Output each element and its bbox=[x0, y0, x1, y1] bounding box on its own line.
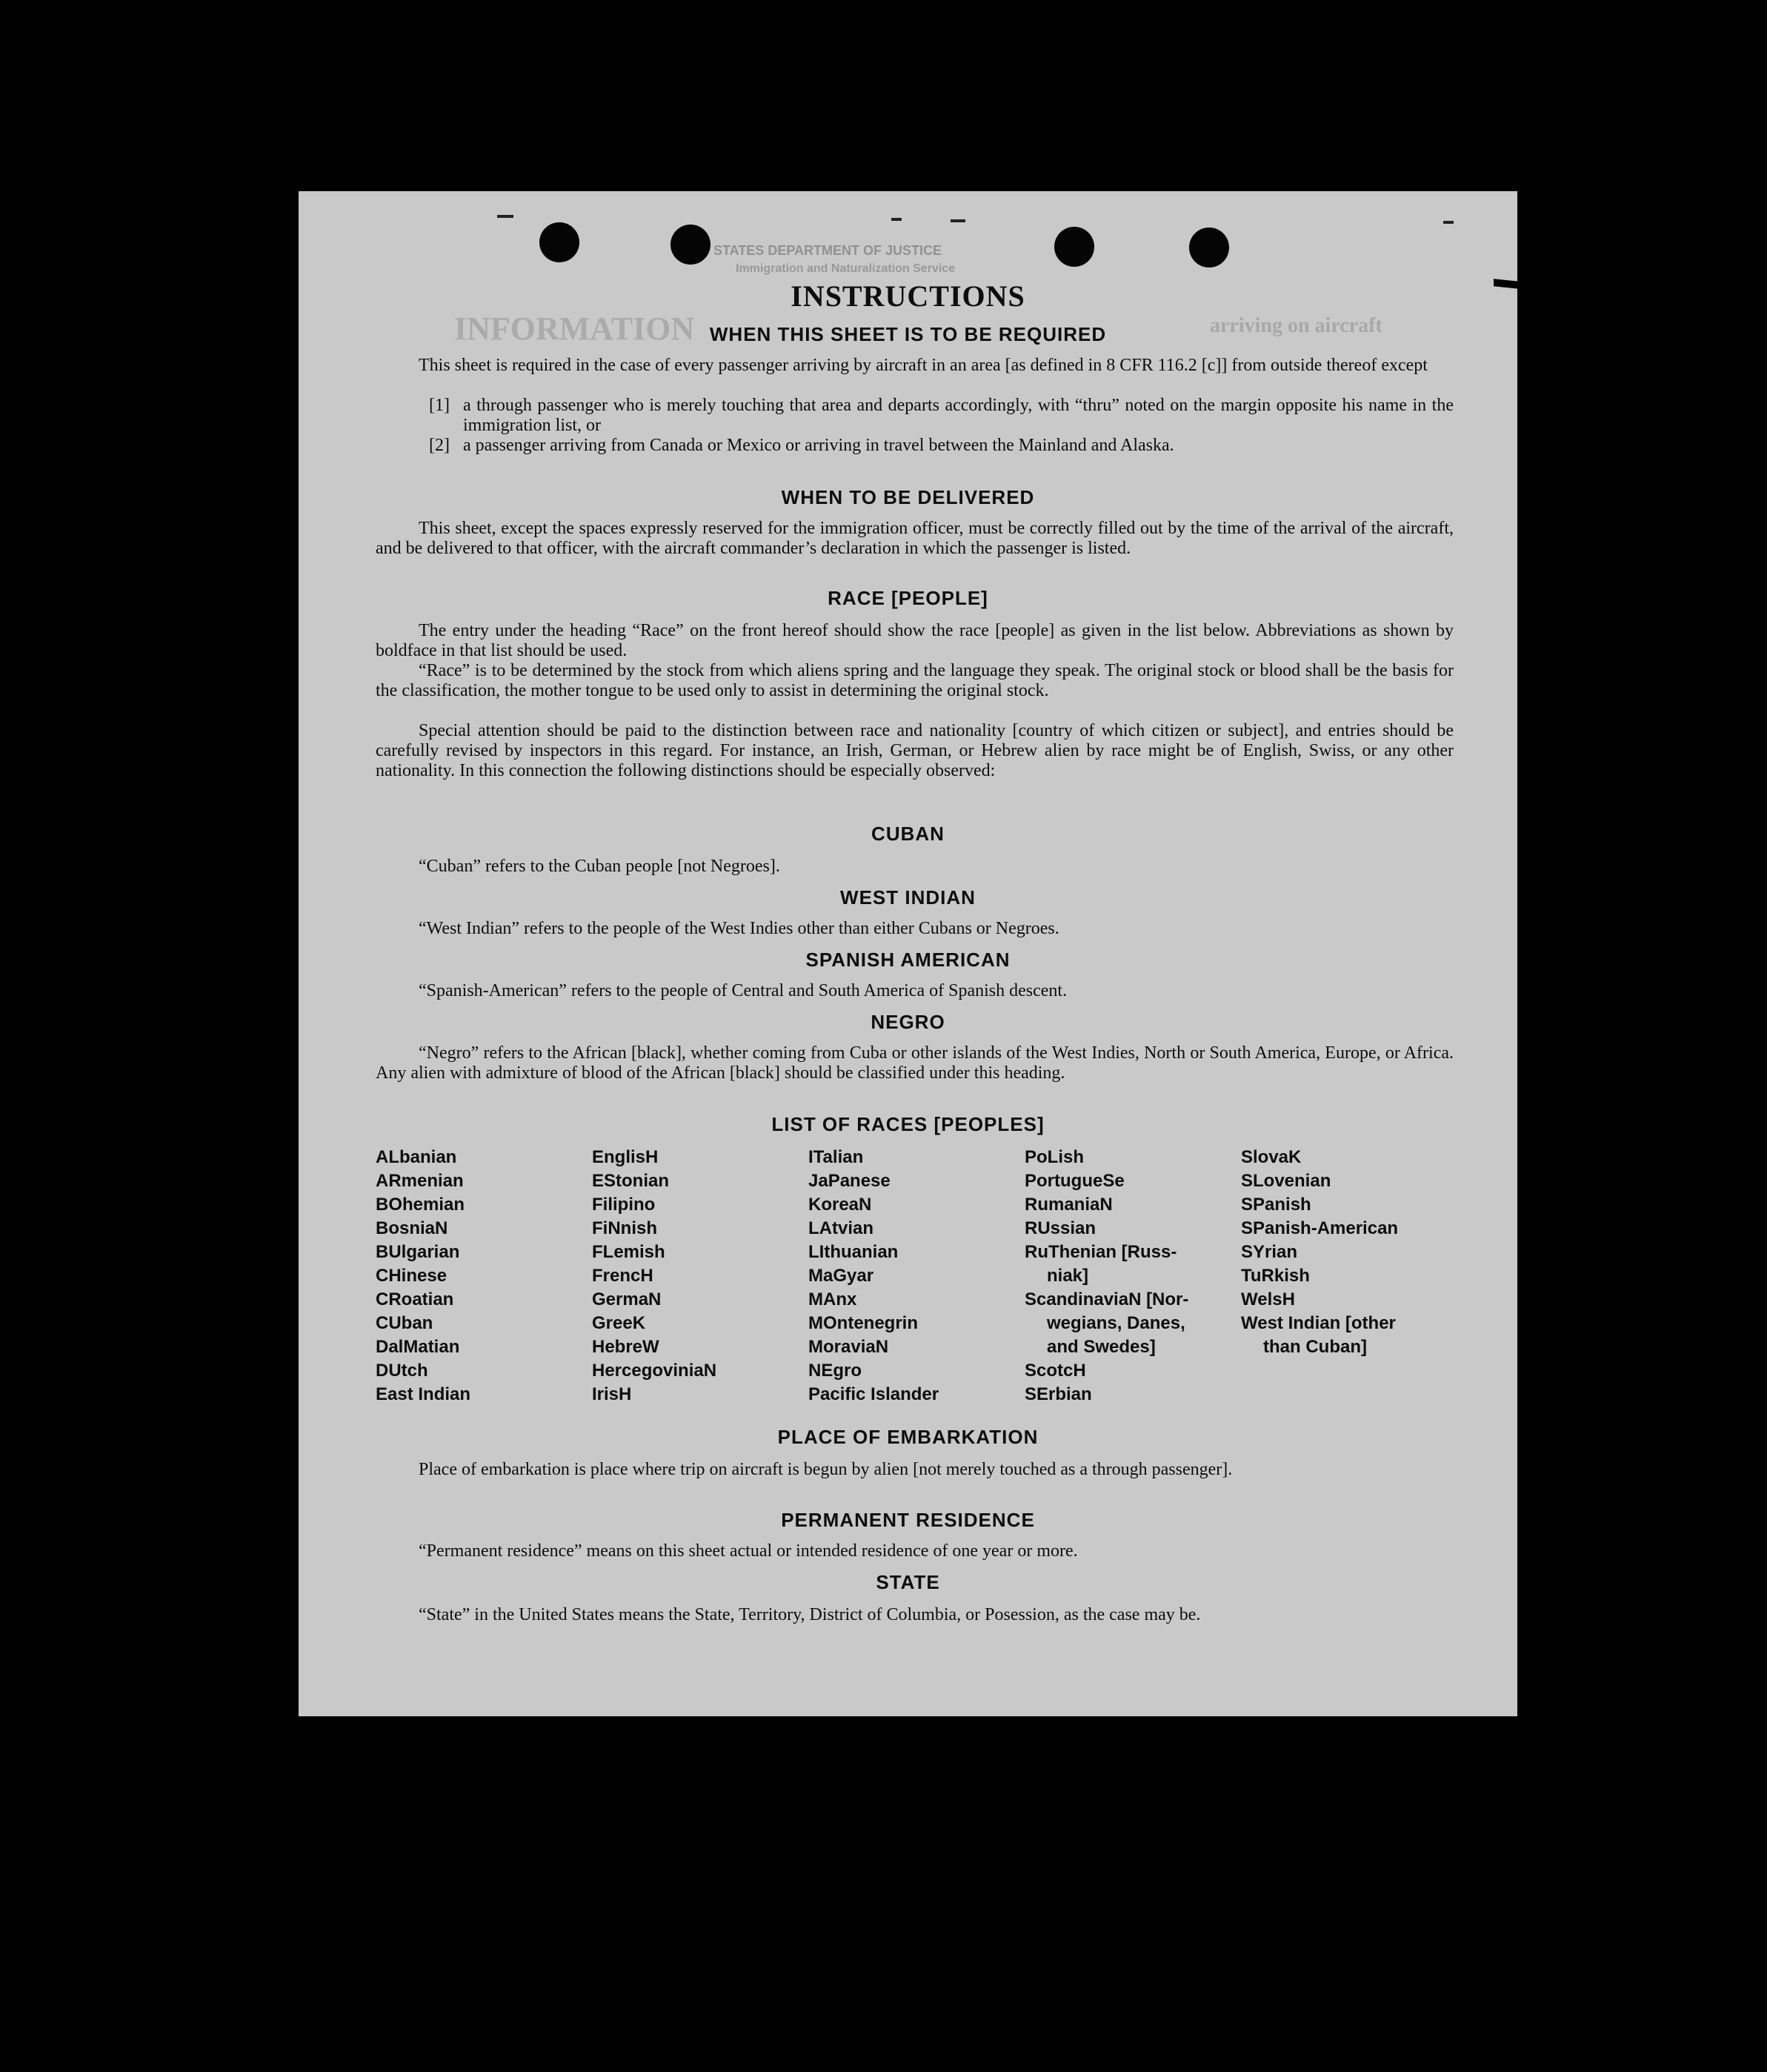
bleed-through-line1: STATES DEPARTMENT OF JUSTICE bbox=[713, 243, 942, 258]
cuban-text: “Cuban” refers to the Cuban people [not Negroes]. bbox=[419, 857, 780, 876]
race-entry: SPanish-American bbox=[1241, 1218, 1399, 1238]
race-entry: HebreW bbox=[592, 1337, 659, 1357]
race-entry: SErbian bbox=[1025, 1384, 1092, 1404]
race-entry: EStonian bbox=[592, 1171, 670, 1191]
race-entry: ITalian bbox=[808, 1147, 864, 1167]
race-entry: SPanish bbox=[1241, 1195, 1311, 1215]
heading-race: RACE [PEOPLE] bbox=[828, 587, 988, 609]
race-entry: PoLish bbox=[1025, 1147, 1085, 1167]
west-indian-text: “West Indian” refers to the people of the West Indies other than either Cubans or Negroes. bbox=[419, 919, 1059, 938]
race-entry: HercegoviniaN bbox=[592, 1361, 717, 1381]
bleed-through-line3: INFORMATION bbox=[454, 311, 695, 347]
race-entry: TuRkish bbox=[1241, 1266, 1310, 1286]
heading-state: STATE bbox=[876, 1571, 940, 1593]
state-text: “State” in the United States means the State, Territory, District of Columbia, or Posession, as the case may be. bbox=[419, 1605, 1201, 1624]
race-entry: RUssian bbox=[1025, 1218, 1097, 1238]
heading-negro: NEGRO bbox=[871, 1011, 945, 1033]
race-entry: EnglisH bbox=[592, 1147, 659, 1167]
punch-mark bbox=[1443, 221, 1454, 224]
punch-hole bbox=[1054, 227, 1094, 267]
race-paragraph-3: Special attention should be paid to the distinction between race and nationality [country of which citizen or subject], and entries should be carefully revised by inspectors in this regard. For instance, an Irish, German, or Hebrew alien by race might be of English, Swiss, or any other nationality. In this connection the following distinctions should be especially observed: bbox=[376, 721, 1454, 780]
race-entry: SLovenian bbox=[1241, 1171, 1331, 1191]
race-entry: Pacific Islander bbox=[808, 1384, 939, 1404]
race-entry: IrisH bbox=[592, 1384, 632, 1404]
race-entry: than Cuban] bbox=[1263, 1337, 1367, 1357]
race-entry: ScotcH bbox=[1025, 1361, 1086, 1381]
race-entry: GermaN bbox=[592, 1289, 662, 1309]
punch-hole bbox=[539, 222, 579, 262]
heading-delivered: WHEN TO BE DELIVERED bbox=[781, 486, 1035, 508]
document-sheet bbox=[299, 191, 1517, 1716]
race-entry: GreeK bbox=[592, 1313, 646, 1333]
race-entry: CRoatian bbox=[376, 1289, 454, 1309]
race-entry: East Indian bbox=[376, 1384, 471, 1404]
race-entry: West Indian [other bbox=[1241, 1313, 1396, 1333]
race-entry: NEgro bbox=[808, 1361, 862, 1381]
race-entry: JaPanese bbox=[808, 1171, 891, 1191]
bleed-through-line4: arriving on aircraft bbox=[1210, 314, 1382, 337]
punch-mark bbox=[951, 219, 965, 222]
race-entry: SYrian bbox=[1241, 1242, 1298, 1262]
item-text: a through passenger who is merely touching that area and departs accordingly, with “thru” noted on the margin opposite his name in the immigration list, or bbox=[463, 396, 1454, 435]
spanish-american-text: “Spanish-American” refers to the people of Central and South America of Spanish descent. bbox=[419, 981, 1068, 1000]
race-entry: LIthuanian bbox=[808, 1242, 899, 1262]
bleed-through-line2: Immigration and Naturalization Service bbox=[736, 262, 956, 275]
race-entry: MoraviaN bbox=[808, 1337, 889, 1357]
race-entry: DalMatian bbox=[376, 1337, 460, 1357]
race-entry: FiNnish bbox=[592, 1218, 657, 1238]
heading-west-indian: WEST INDIAN bbox=[840, 886, 976, 909]
required-item-2 bbox=[429, 436, 1454, 456]
race-entry: MOntenegrin bbox=[808, 1313, 918, 1333]
race-entry: ScandinaviaN [Nor- bbox=[1025, 1289, 1189, 1309]
race-entry: LAtvian bbox=[808, 1218, 874, 1238]
races-list bbox=[376, 1146, 1457, 1407]
races-column-1 bbox=[376, 1146, 592, 1407]
punch-mark bbox=[497, 215, 513, 218]
delivered-text: This sheet, except the spaces expressly reserved for the immigration officer, must be correctly filled out by the time of the arrival of the aircraft, and be delivered to that officer, with the aircraft commander’s declaration in which the passenger is listed. bbox=[376, 519, 1454, 558]
heading-required: WHEN THIS SHEET IS TO BE REQUIRED bbox=[709, 323, 1107, 345]
punch-hole bbox=[670, 225, 711, 265]
required-item-1 bbox=[429, 396, 1454, 436]
punch-hole bbox=[1189, 228, 1229, 268]
race-entry: wegians, Danes, bbox=[1047, 1313, 1185, 1333]
heading-embarkation: PLACE OF EMBARKATION bbox=[777, 1426, 1039, 1448]
race-entry: BUlgarian bbox=[376, 1242, 460, 1262]
race-entry: CHinese bbox=[376, 1266, 447, 1286]
item-number: [2] bbox=[429, 436, 450, 455]
race-entry: DUtch bbox=[376, 1361, 428, 1381]
race-entry: niak] bbox=[1047, 1266, 1089, 1286]
item-number: [1] bbox=[429, 396, 450, 415]
heading-list-of-races: LIST OF RACES [PEOPLES] bbox=[771, 1113, 1045, 1135]
race-entry: KoreaN bbox=[808, 1195, 872, 1215]
race-paragraph-2: “Race” is to be determined by the stock from which aliens spring and the language they speak. The original stock or blood shall be the basis for the classification, the mother tongue to be used only to assist in determining the original stock. bbox=[376, 661, 1454, 700]
race-entry: ALbanian bbox=[376, 1147, 457, 1167]
race-entry: FLemish bbox=[592, 1242, 665, 1262]
race-entry: MaGyar bbox=[808, 1266, 874, 1286]
negro-text: “Negro” refers to the African [black], whether coming from Cuba or other islands of the West Indies, North or South America, Europe, or Africa. Any alien with admixture of blood of the African [black] should be classified under this heading. bbox=[376, 1043, 1454, 1083]
race-entry: BOhemian bbox=[376, 1195, 465, 1215]
race-entry: RuThenian [Russ- bbox=[1025, 1242, 1177, 1262]
race-entry: RumaniaN bbox=[1025, 1195, 1113, 1215]
races-column-2 bbox=[592, 1146, 808, 1407]
races-column-5 bbox=[1241, 1146, 1457, 1407]
race-entry: WelsH bbox=[1241, 1289, 1295, 1309]
races-column-3 bbox=[808, 1146, 1025, 1407]
race-paragraph-1: The entry under the heading “Race” on the front hereof should show the race [people] as given in the list below. Abbreviations as shown by boldface in that list should be used. bbox=[376, 621, 1454, 660]
race-entry: CUban bbox=[376, 1313, 433, 1333]
race-entry: PortugueSe bbox=[1025, 1171, 1125, 1191]
race-entry: BosniaN bbox=[376, 1218, 448, 1238]
race-entry: Filipino bbox=[592, 1195, 656, 1215]
race-entry: ARmenian bbox=[376, 1171, 464, 1191]
heading-permanent-residence: PERMANENT RESIDENCE bbox=[781, 1509, 1035, 1531]
heading-cuban: CUBAN bbox=[871, 823, 945, 845]
race-entry: SlovaK bbox=[1241, 1147, 1302, 1167]
permanent-residence-text: “Permanent residence” means on this sheet actual or intended residence of one year or more. bbox=[419, 1541, 1078, 1561]
embarkation-text: Place of embarkation is place where trip on aircraft is begun by alien [not merely touched as a through passenger]. bbox=[419, 1460, 1233, 1479]
race-entry: FrencH bbox=[592, 1266, 653, 1286]
race-entry: MAnx bbox=[808, 1289, 857, 1309]
item-text: a passenger arriving from Canada or Mexico or arriving in travel between the Mainland and Alaska. bbox=[463, 436, 1174, 455]
races-column-4 bbox=[1025, 1146, 1241, 1407]
punch-mark bbox=[891, 218, 902, 221]
page-title: INSTRUCTIONS bbox=[791, 279, 1025, 313]
required-intro: This sheet is required in the case of every passenger arriving by aircraft in an area [as defined in 8 CFR 116.2 [c]] from outside thereof except bbox=[419, 356, 1428, 375]
race-entry: and Swedes] bbox=[1047, 1337, 1156, 1357]
heading-spanish-american: SPANISH AMERICAN bbox=[805, 949, 1011, 971]
